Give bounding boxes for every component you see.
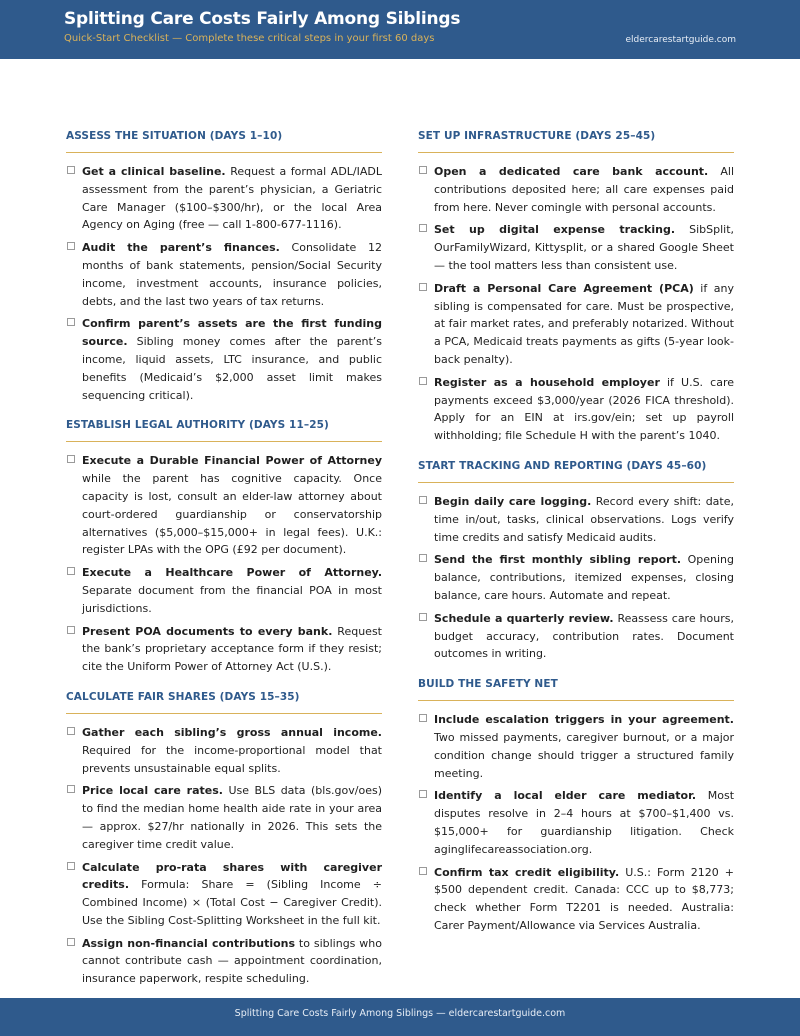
checkbox[interactable] — [419, 867, 427, 875]
item-text: Request the bank’s proprietary acceptance form if they resist; cite the Uniform Power of Attorney Act (U.S.). — [82, 624, 382, 674]
item-text: Record every shift: date, time in/out, tasks, clinical observations. Logs verify time credits and satisfy Medicaid audits. — [434, 494, 734, 544]
item-heading: Set up digital expense tracking. — [434, 223, 676, 237]
item-text: while the parent has cognitive capacity. Once capacity is lost, consult an elder-law attorney about court-ordered guardianship or conservatorship alternatives ($5,000–$15,000+ in legal fees). U.K.: register LPAs with the OPG (£92 per document). — [82, 472, 382, 557]
checkbox[interactable] — [67, 862, 75, 870]
item-heading: Audit the parent’s finances. — [82, 241, 280, 255]
item-heading: Begin daily care logging. — [434, 494, 592, 508]
checkbox[interactable] — [419, 496, 427, 504]
checkbox[interactable] — [419, 166, 427, 174]
page-footer: Splitting Care Costs Fairly Among Siblings — eldercarestartguide.com — [0, 998, 800, 1036]
checkbox[interactable] — [419, 613, 427, 621]
item-heading: Open a dedicated care bank account. — [434, 165, 709, 178]
item-text: Use BLS data (bls.gov/oes) to find the median home health aide rate in your area — approx. $27/hr nationally in 2026. This sets the caregiver time credit value. — [82, 784, 383, 851]
page-title: Splitting Care Costs Fairly Among Siblings — [64, 9, 461, 29]
checkbox[interactable] — [419, 224, 427, 232]
item-text: Sibling money comes after the parent’s income, liquid assets, LTC insurance, and public benefits (Medicaid’s $2,000 asset limit makes sequencing critical). — [82, 335, 382, 402]
item-heading: Calculate pro-rata shares with caregiver credits. — [82, 860, 382, 892]
item-heading: Identify a local elder care mediator. — [434, 789, 697, 803]
checklist-item — [66, 315, 382, 404]
checkbox[interactable] — [67, 567, 75, 575]
checkbox[interactable] — [67, 785, 75, 793]
checklist-item — [418, 221, 734, 274]
checklist-section — [418, 460, 734, 663]
item-heading: Draft a Personal Care Agreement (PCA) — [434, 281, 694, 295]
item-text: Two missed payments, caregiver burnout, or a major condition change should trigger a structured family meeting. — [434, 730, 734, 780]
checklist-item — [66, 564, 382, 617]
checklist-item — [66, 859, 382, 930]
checklist-section — [66, 419, 382, 676]
checkbox[interactable] — [419, 377, 427, 385]
item-heading: Present POA documents to every bank. — [82, 624, 333, 638]
section-title: SET UP INFRASTRUCTURE (DAYS 25–45) — [418, 130, 734, 153]
checklist-section — [418, 130, 734, 445]
item-text: to siblings who cannot contribute cash — appointment coordination, insurance paperwork, respite scheduling. — [82, 936, 382, 986]
item-heading: Include escalation triggers in your agreement. — [434, 713, 734, 727]
item-text: Formula: Share = (Sibling Income ÷ Combined Income) × (Total Cost − Caregiver Credit). Use the Sibling Cost-Splitting Worksheet in the full kit. — [82, 878, 382, 927]
item-heading: Confirm tax credit eligibility. — [434, 865, 620, 879]
item-text: Reassess care hours, budget accuracy, contribution rates. Document outcomes in writing. — [434, 611, 734, 661]
checkbox[interactable] — [67, 938, 75, 946]
item-heading: Price local care rates. — [82, 784, 223, 798]
item-text: Opening balance, contributions, itemized expenses, closing balance, care hours. Automate and repeat. — [434, 553, 734, 602]
checklist-item — [66, 163, 382, 234]
checklist-item — [66, 935, 382, 988]
checklist-item — [66, 782, 382, 853]
checkbox[interactable] — [419, 283, 427, 291]
item-heading: Schedule a quarterly review. — [434, 611, 614, 625]
checklist-item — [418, 711, 734, 782]
item-text: Separate document from the financial POA in most jurisdictions. — [82, 583, 382, 615]
item-text: Request a formal ADL/IADL assessment from the parent’s physician, a Geriatric Care Manager ($100–$300/hr), or the local Area Agency on Aging (free — call 1-800-677-1116). — [82, 165, 382, 232]
checkbox[interactable] — [67, 166, 75, 174]
item-text: if U.S. care payments exceed $3,000/year (2026 FICA threshold). Apply for an EIN at irs.gov/ein; set up payroll withholding; file Schedule H with the parent’s 1040. — [434, 375, 734, 443]
section-title: START TRACKING AND REPORTING (DAYS 45–60) — [418, 460, 734, 483]
item-heading: Confirm parent’s assets are the first funding source. — [82, 317, 382, 349]
item-heading: Send the first monthly sibling report. — [434, 553, 682, 567]
checkbox[interactable] — [67, 455, 75, 463]
checklist-section — [66, 130, 382, 404]
item-text: Consolidate 12 months of bank statements, pension/Social Security income, investment accounts, insurance policies, debts, and the last two years of tax returns. — [82, 241, 382, 308]
checklist-item — [418, 280, 734, 369]
checkbox[interactable] — [67, 242, 75, 250]
checklist-item — [66, 452, 382, 559]
checklist-item — [66, 623, 382, 676]
section-title: ASSESS THE SITUATION (DAYS 1–10) — [66, 130, 382, 153]
item-heading: Register as a household employer — [434, 375, 660, 389]
item-heading: Execute a Healthcare Power of Attorney. — [82, 566, 382, 580]
checkbox[interactable] — [67, 318, 75, 326]
checklist-section — [418, 678, 734, 935]
site-url: eldercarestartguide.com — [625, 35, 736, 45]
checkbox[interactable] — [67, 727, 75, 735]
item-heading: Execute a Durable Financial Power of Attorney — [82, 454, 382, 468]
page-subtitle: Quick-Start Checklist — Complete these critical steps in your first 60 days — [64, 33, 435, 44]
item-heading: Get a clinical baseline. — [82, 165, 226, 178]
item-heading: Assign non-financial contributions — [82, 936, 296, 950]
checklist-item — [418, 493, 734, 546]
item-text: Most disputes resolve in 2–4 hours at $700–$1,400 vs. $15,000+ for guardianship litigation. Check aginglifecareassociation.org. — [434, 789, 735, 856]
section-title: BUILD THE SAFETY NET — [418, 678, 734, 701]
checklist-item — [418, 864, 734, 935]
checklist-section — [66, 691, 382, 988]
item-text: if any sibling is compensated for care. Must be prospective, at fair market rates, and preferably notarized. Without a PCA, Medicaid treats payments as gifts (5-year look-back penalty). — [434, 281, 734, 366]
checkbox[interactable] — [419, 790, 427, 798]
item-text: Required for the income-proportional model that prevents unsustainable equal splits. — [82, 743, 382, 775]
section-title: ESTABLISH LEGAL AUTHORITY (DAYS 11–25) — [66, 419, 382, 442]
checklist-item — [418, 163, 734, 216]
right-column — [418, 130, 734, 950]
item-text: All contributions deposited here; all care expenses paid from here. Never comingle with personal accounts. — [434, 165, 734, 214]
checklist-item — [418, 551, 734, 604]
checkbox[interactable] — [67, 626, 75, 634]
item-text: U.S.: Form 2120 + $500 dependent credit. Canada: CCC up to $8,773; check whether Form T2201 is needed. Australia: Carer Payment/Allowance via Services Australia. — [434, 865, 734, 932]
page-header — [0, 0, 800, 59]
left-column — [66, 130, 382, 1003]
section-title: CALCULATE FAIR SHARES (DAYS 15–35) — [66, 691, 382, 714]
checklist-item — [66, 239, 382, 310]
checkbox[interactable] — [419, 554, 427, 562]
checklist-item — [418, 610, 734, 663]
checkbox[interactable] — [419, 714, 427, 722]
checklist-item — [418, 374, 734, 445]
checklist-item — [66, 724, 382, 777]
item-heading: Gather each sibling’s gross annual income. — [82, 725, 382, 739]
checklist-item — [418, 787, 734, 858]
item-text: SibSplit, OurFamilyWizard, Kittysplit, or a shared Google Sheet — the tool matters less than consistent use. — [434, 223, 735, 272]
